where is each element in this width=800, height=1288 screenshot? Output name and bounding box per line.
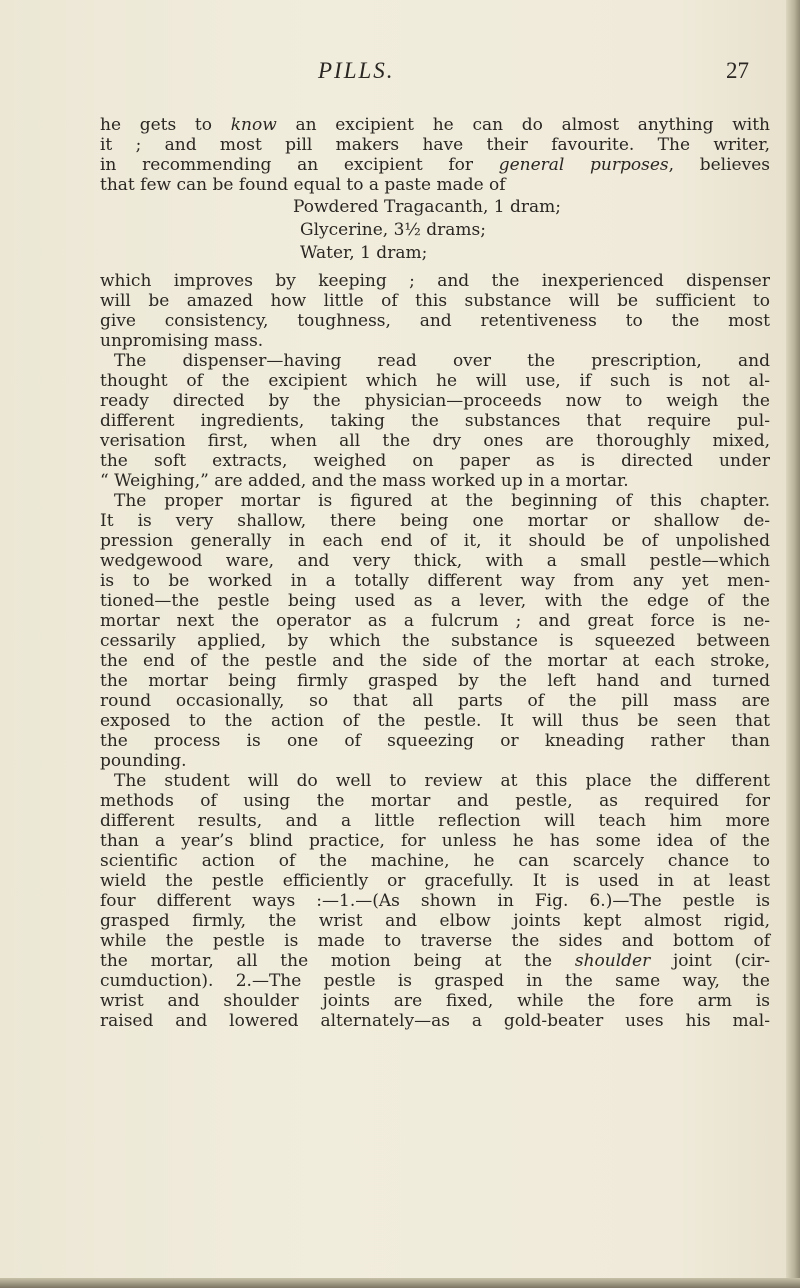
page-edge-bottom [0, 1278, 800, 1288]
paragraph-4 [100, 771, 770, 1031]
text-line: pounding. [100, 751, 187, 771]
text-line: mortar next the operator as a fulcrum ; and great force is ne- [100, 611, 770, 631]
text-line: four different ways :—1.—(As shown in Fig. 6.)—The pestle is [100, 891, 770, 911]
paragraph-2 [100, 351, 770, 491]
text-line: exposed to the action of the pestle. It will thus be seen that [100, 711, 770, 731]
text-line: the soft extracts, weighed on paper as is directed under [100, 451, 770, 471]
text-line: the mortar being firmly grasped by the left hand and turned [100, 671, 770, 691]
text-line: the mortar, all the motion being at the shoulder joint (cir- [100, 951, 770, 971]
text-line: in recommending an excipient for general purposes, believes [100, 155, 771, 175]
text-line: the process is one of squeezing or kneading rather than [100, 731, 770, 751]
text-line: different results, and a little reflection will teach him more [100, 811, 770, 831]
text-line: unpromising mass. [100, 331, 264, 351]
text-line: verisation first, when all the dry ones are thoroughly mixed, [100, 431, 770, 451]
text-line: thought of the excipient which he will use, if such is not al- [100, 371, 770, 391]
formula-line: Powdered Tragacanth, 1 dram; [293, 197, 561, 217]
text-line: which improves by keeping ; and the inexperienced dispenser [100, 271, 770, 291]
text-line: while the pestle is made to traverse the sides and bottom of [100, 931, 770, 951]
formula-block [100, 196, 770, 265]
text-line: The proper mortar is figured at the beginning of this chapter. [114, 491, 770, 511]
text-line: methods of using the mortar and pestle, as required for [100, 791, 770, 811]
text-line: wield the pestle efficiently or gracefully. It is used in at least [100, 871, 770, 891]
text-line: than a year’s blind practice, for unless he has some idea of the [100, 831, 770, 851]
page-edge-right [786, 0, 800, 1288]
text-line: pression generally in each end of it, it should be of unpolished [100, 531, 770, 551]
text-line: grasped firmly, the wrist and elbow joints kept almost rigid, [100, 911, 770, 931]
page-header [0, 58, 800, 88]
text-line: It is very shallow, there being one mortar or shallow de- [100, 511, 770, 531]
text-line: cessarily applied, by which the substance is squeezed between [100, 631, 770, 651]
text-line: wedgewood ware, and very thick, with a small pestle—which [100, 551, 770, 571]
formula-line: Water, 1 dram; [300, 243, 428, 263]
text-line: ready directed by the physician—proceeds now to weigh the [100, 391, 770, 411]
text-line: will be amazed how little of this substance will be sufficient to [100, 291, 770, 311]
text-line: “ Weighing,” are added, and the mass worked up in a mortar. [100, 471, 629, 491]
text-line: give consistency, toughness, and retentiveness to the most [100, 311, 770, 331]
text-line: is to be worked in a totally different way from any yet men- [100, 571, 770, 591]
text-line: scientific action of the machine, he can scarcely chance to [100, 851, 770, 871]
text-line: he gets to know an excipient he can do almost anything with [100, 115, 770, 135]
formula-line: Glycerine, 3½ drams; [300, 220, 486, 240]
intro-paragraph [100, 115, 770, 195]
paragraph-3 [100, 491, 770, 771]
text-line: round occasionally, so that all parts of the pill mass are [100, 691, 770, 711]
text-line: tioned—the pestle being used as a lever, with the edge of the [100, 591, 770, 611]
paragraph-1 [100, 271, 770, 351]
text-line: The dispenser—having read over the prescription, and [114, 351, 770, 371]
body-text [100, 115, 770, 1031]
page-number: 27 [726, 58, 749, 83]
text-line: the end of the pestle and the side of the mortar at each stroke, [100, 651, 770, 671]
text-line: that few can be found equal to a paste made of [100, 175, 506, 195]
text-line: wrist and shoulder joints are fixed, while the fore arm is [100, 991, 770, 1011]
text-line: different ingredients, taking the substances that require pul- [100, 411, 770, 431]
text-line: The student will do well to review at this place the different [114, 771, 770, 791]
running-title: PILLS. [318, 58, 395, 83]
text-line: cumduction). 2.—The pestle is grasped in the same way, the [100, 971, 770, 991]
text-line: raised and lowered alternately—as a gold-beater uses his mal- [100, 1011, 770, 1031]
text-line: it ; and most pill makers have their favourite. The writer, [100, 135, 770, 155]
